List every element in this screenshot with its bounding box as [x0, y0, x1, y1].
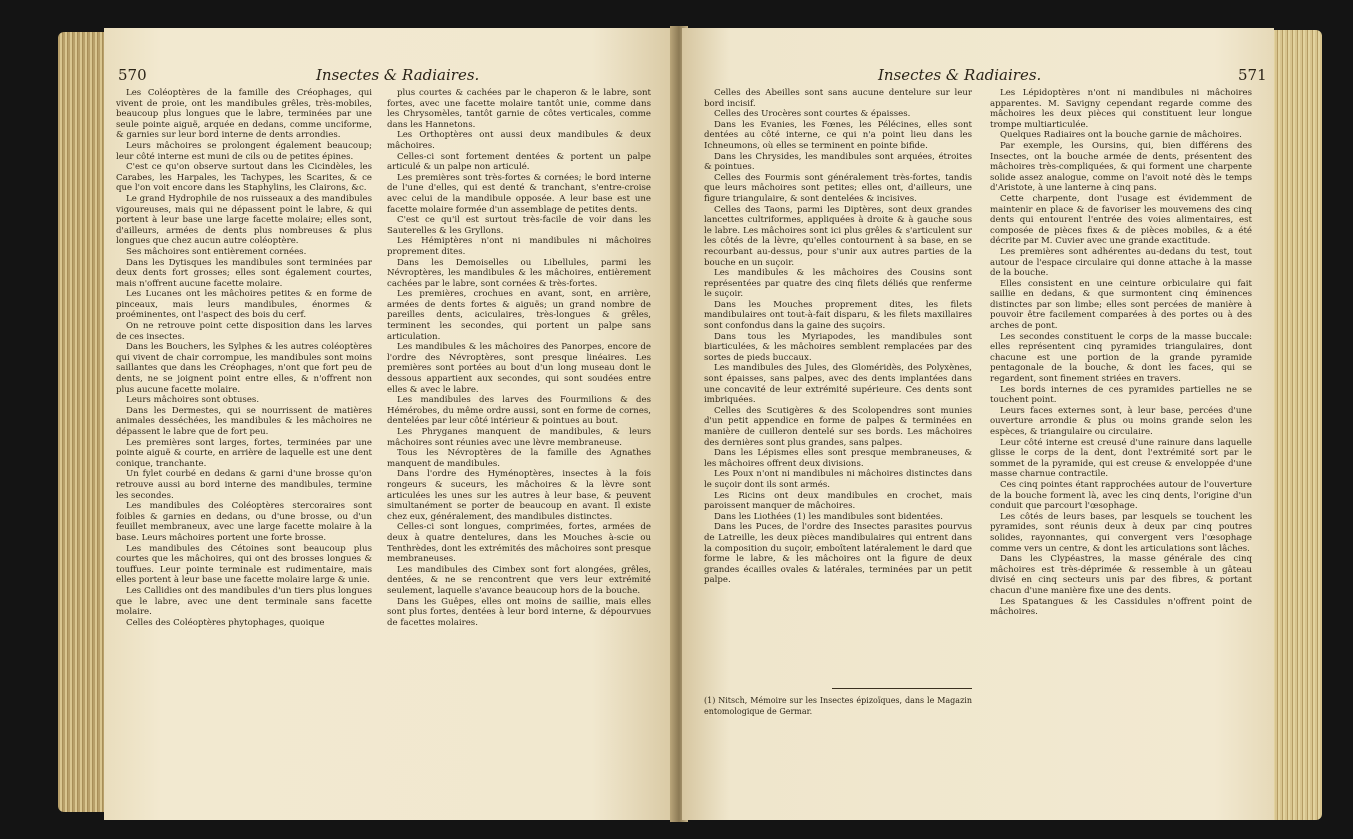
right-column-2	[990, 88, 1252, 618]
paragraph: Par exemple, les Oursins, qui, bien différens des Insectes, ont la bouche armée de dents, présentent des mâchoires très-compliquées, & qui forment une charpente solide assez analogue, comme on l'avoit noté dès le temps d'Aristote, à une lanterne à cinq pans.	[990, 140, 1252, 194]
paragraph: Dans tous les Myriapodes, les mandibules sont biarticulées, & les mâchoires semblent remplacées par des sortes de pieds buccaux.	[704, 331, 972, 363]
paragraph: C'est ce qu'on observe surtout dans les Cicindèles, les Carabes, les Harpales, les Tachypes, les Scarites, & ce que l'on voit encore dans les Staphylins, les Clairons, &c.	[116, 162, 372, 194]
book-edge-left	[58, 32, 108, 812]
left-column-2	[387, 88, 651, 628]
left-column-1	[116, 88, 372, 628]
paragraph: Celles des Abeilles sont sans aucune dentelure sur leur bord incisif.	[704, 88, 972, 109]
left-running-title: Insectes & Radiaires.	[316, 66, 480, 84]
paragraph: Les mandibules des larves des Fourmilions & des Hémérobes, du même ordre aussi, sont en forme de cornes, dentelées par leur côté intérieur & pointues au bout.	[387, 395, 651, 427]
paragraph: Celles des Taons, parmi les Diptères, sont deux grandes lancettes cultriformes, appliquées à droite & à gauche sous le labre. Les mâchoires sont ici plus grêles & s'articulent sur les côtés de la lèvre, qu'elles contournent à sa base, en se recourbant au-dessus, pour s'unir aux autres parties de la bouche en un suçoir.	[704, 204, 972, 268]
paragraph: C'est ce qu'il est surtout très-facile de voir dans les Sauterelles & les Gryllons.	[387, 215, 651, 236]
paragraph: Les mandibules & les mâchoires des Panorpes, encore de l'ordre des Névroptères, sont presque linéaires. Les premières sont portées au bout d'un long museau dont le dessous appartient aux secondes, qui sont soudées entre elles & avec le labre.	[387, 342, 651, 395]
paragraph: Ces cinq pointes étant rapprochées autour de l'ouverture de la bouche forment là, avec les cinq dents, l'origine d'un conduit que parcourt l'œsophage.	[990, 479, 1252, 512]
paragraph: Les Spatangues & les Cassidules n'offrent point de mâchoires.	[990, 596, 1252, 618]
paragraph: Celles-ci sont longues, comprimées, fortes, armées de deux à quatre dentelures, dans les Mouches à-scie ou Tenthrèdes, dont les extrémités des mâchoires sont presque membraneuses.	[387, 522, 651, 565]
paragraph: Leurs mâchoires sont obtuses.	[126, 395, 260, 406]
right-page-number: 571	[1238, 66, 1267, 84]
paragraph: plus courtes & cachées par le chaperon & le labre, sont fortes, avec une facette molaire tantôt unie, comme dans les Chrysomèles, tantôt garnie de côtes verticales, comme dans les Hannetons.	[387, 88, 651, 130]
right-column-1	[704, 88, 972, 586]
paragraph: Leurs mâchoires se prolongent également beaucoup; leur côté interne est muni de cils ou de petites épines.	[116, 140, 372, 162]
book-edge-right	[1270, 30, 1322, 820]
paragraph: Quelques Radiaires ont la bouche garnie de mâchoires.	[1000, 130, 1242, 141]
paragraph: Les Orthoptères ont aussi deux mandibules & deux mâchoires.	[387, 130, 651, 151]
paragraph: Cette charpente, dont l'usage est évidemment de maintenir en place & de favoriser les mouvemens des cinq dents qui entourent l'entrée des voies alimentaires, est composée de pièces fixes & de pièces mobiles, & a été décrite par M. Cuvier avec une grande exactitude.	[990, 193, 1252, 247]
paragraph: Le grand Hydrophile de nos ruisseaux a des mandibules vigoureuses, mais qui ne dépassent point le labre, & qui portent à leur base une large facette molaire; elles sont, d'ailleurs, armées de dents plus nombreuses & plus longues que chez aucun autre coléoptère.	[116, 193, 372, 247]
paragraph: Celles des Scutigères & des Scolopendres sont munies d'un petit appendice en forme de palpes & terminées en manière de cuilleron dentelé sur ses bords. Les mâchoires des dernières sont plus grandes, sans palpes.	[704, 405, 972, 448]
paragraph: Dans les Bouchers, les Sylphes & les autres coléoptères qui vivent de chair corrompue, les mandibules sont moins saillantes que dans les Créophages, n'ont que fort peu de dents, ne se joignent point entre elles, & n'offrent non plus aucune facette molaire.	[116, 342, 372, 395]
paragraph: Dans les Puces, de l'ordre des Insectes parasites pourvus de Latreille, les deux pièces mandibulaires qui entrent dans la composition du suçoir, emboîtent latéralement le dard que forme le labre, & les mâchoires ont la figure de deux grandes écailles ovales & latérales, terminées par un petit palpe.	[704, 522, 972, 586]
paragraph: Leur côté interne est creusé d'une rainure dans laquelle glisse le corps de la dent, dont l'extrémité sort par le sommet de la pyramide, qui est creuse & enveloppée d'une masse charnue contractile.	[990, 437, 1252, 480]
paragraph: Les mandibules & les mâchoires des Cousins sont représentées par quatre des cinq filets déliés que renferme le suçoir.	[704, 268, 972, 300]
footnote: (1) Nitsch, Mémoire sur les Insectes épizoïques, dans le Magazin entomologique de Germar.	[704, 696, 972, 716]
paragraph: Tous les Névroptères de la famille des Agnathes manquent de mandibules.	[387, 448, 651, 469]
paragraph: Un fylet courbé en dedans & garni d'une brosse qu'on retrouve aussi au bord interne des mandibules, termine les secondes.	[116, 469, 372, 501]
paragraph: Celles-ci sont fortement dentées & portent un palpe articulé & un palpe non articulé.	[387, 151, 651, 173]
paragraph: Les premières sont très-fortes & cornées; le bord interne de l'une d'elles, qui est denté & tranchant, s'entre-croise avec celui de la mandibule opposée. A leur base est une facette molaire formée d'un assemblage de petites dents.	[387, 172, 651, 215]
paragraph: Les bords internes de ces pyramides partielles ne se touchent point.	[990, 384, 1252, 406]
paragraph: Dans les Chrysides, les mandibules sont arquées, étroites & pointues.	[704, 151, 972, 173]
paragraph: Les côtés de leurs bases, par lesquels se touchent les pyramides, sont réunis deux à deux par cinq poutres solides, rayonnantes, qui convergent vers l'œsophage comme vers un centre, & dont les articulations sont lâches.	[990, 511, 1252, 554]
paragraph: Les mandibules des Jules, des Gloméridès, des Polyxènes, sont épaisses, sans palpes, avec des dents implantées dans une concavité de leur extrémité supérieure. Ces dents sont imbriquées.	[704, 363, 972, 406]
paragraph: Ses mâchoires sont entièrement cornées.	[126, 246, 307, 257]
right-running-title: Insectes & Radiaires.	[878, 66, 1042, 84]
paragraph: Les Ricins ont deux mandibules en crochet, mais paroissent manquer de mâchoires.	[704, 490, 972, 512]
paragraph: Les mandibules des Coléoptères stercoraires sont foibles & garnies en dedans, ou d'une brosse, ou d'un feuillet membraneux, avec une large facette molaire à la base. Leurs mâchoires portent une forte brosse.	[116, 501, 372, 543]
paragraph: Les Callidies ont des mandibules d'un tiers plus longues que le labre, avec une dent terminale sans facette molaire.	[116, 585, 372, 618]
paragraph: Leurs faces externes sont, à leur base, percées d'une ouverture arrondie & plus ou moins grande selon les espèces, & triangulaire ou circulaire.	[990, 405, 1252, 437]
paragraph: Celles des Fourmis sont généralement très-fortes, tandis que leurs mâchoires sont petites; elles ont, d'ailleurs, une figure triangulaire, & sont dentelées & incisives.	[704, 172, 972, 204]
paragraph: Dans les Lépismes elles sont presque membraneuses, & les mâchoires offrent deux divisions.	[704, 448, 972, 469]
paragraph: Les premières, crochues en avant, sont, en arrière, armées de dents fortes & aiguës; un grand nombre de pareilles dents, aciculaires, très-longues & grêles, terminent les secondes, qui portent un palpe sans articulation.	[387, 289, 651, 342]
paragraph: Les Lucanes ont les mâchoires petites & en forme de pinceaux, mais leurs mandibules, énormes & proéminentes, ont l'aspect des bois du cerf.	[116, 289, 372, 321]
paragraph: Dans l'ordre des Hyménoptères, insectes à la fois rongeurs & suceurs, les mâchoires & la lèvre sont articulées les unes sur les autres à leur base, & peuvent simultanément se porter de beaucoup en avant. Il existe chez eux, généralement, des mandibules distinctes.	[387, 469, 651, 522]
paragraph: Dans les Evanies, les Fœnes, les Pélécines, elles sont dentées au côté interne, ce qui n'a point lieu dans les Ichneumons, où elles se terminent en pointe bifide.	[704, 119, 972, 151]
paragraph: Les Poux n'ont ni mandibules ni mâchoires distinctes dans le suçoir dont ils sont armés.	[704, 469, 972, 490]
paragraph: Elles consistent en une ceinture orbiculaire qui fait saillie en dedans, & que surmontent cinq éminences distinctes par son limbe; elles sont percées de manière à pouvoir être facilement comparées à des portes ou à des arches de pont.	[990, 278, 1252, 332]
paragraph: Dans les Dytisques les mandibules sont terminées par deux dents fort grosses; elles sont également courtes, mais n'offrent aucune facette molaire.	[116, 257, 372, 289]
footnote-rule	[832, 688, 972, 689]
paragraph: Les mandibules des Cétoines sont beaucoup plus courtes que les mâchoires, qui ont des brosses longues & touffues. Leur pointe terminale est rudimentaire, mais elles portent à leur base une facette molaire large & unie.	[116, 543, 372, 586]
paragraph: On ne retrouve point cette disposition dans les larves de ces insectes.	[116, 321, 372, 342]
paragraph: Dans les Guêpes, elles ont moins de saillie, mais elles sont plus fortes, dentées à leur bord interne, & dépourvues de facettes molaires.	[387, 596, 651, 628]
paragraph: Les premières sont adhérentes au-dedans du test, tout autour de l'espace circulaire qui donne attache à la masse de la bouche.	[990, 246, 1252, 279]
paragraph: Les Coléoptères de la famille des Créophages, qui vivent de proie, ont les mandibules grêles, très-mobiles, beaucoup plus longues que le labre, terminées par une seule pointe aiguë, arquée en dedans, comme unciforme, & garnies sur leur bord interne de dents arrondies.	[116, 88, 372, 141]
left-page-number: 570	[118, 66, 147, 84]
paragraph: Les premières sont larges, fortes, terminées par une pointe aiguë & courte, en arrière de laquelle est une dent conique, tranchante.	[116, 437, 372, 469]
paragraph: Les Phryganes manquent de mandibules, & leurs mâchoires sont réunies avec une lèvre membraneuse.	[387, 427, 651, 448]
paragraph: Dans les Demoiselles ou Libellules, parmi les Névroptères, les mandibules & les mâchoires, entièrement cachées par le labre, sont cornées & très-fortes.	[387, 257, 651, 289]
paragraph: Dans les Liothées (1) les mandibules sont bidentées.	[714, 511, 943, 522]
paragraph: Les secondes constituent le corps de la masse buccale: elles représentent cinq pyramides triangulaires, dont chacune est une portion de la grande pyramide pentagonale de la bouche, & dont les faces, qui se regardent, sont finement striées en travers.	[990, 331, 1252, 385]
left-page	[104, 28, 678, 820]
paragraph: Celles des Urocères sont courtes & épaisses.	[714, 109, 911, 120]
paragraph: Dans les Clypéastres, la masse générale des cinq mâchoires est très-déprimée & ressemble à un gâteau divisé en cinq secteurs unis par des fibres, & portant chacun d'une manière fixe une des dents.	[990, 554, 1252, 596]
paragraph: Dans les Mouches proprement dites, les filets mandibulaires ont tout-à-fait disparu, & les filets maxillaires sont confondus dans la gaine des suçoirs.	[704, 299, 972, 332]
paragraph: Les Lépidoptères n'ont ni mandibules ni mâchoires apparentes. M. Savigny cependant regarde comme des mâchoires les deux pièces qui constituent leur longue trompe multiarticulée.	[990, 88, 1252, 130]
paragraph: Celles des Coléoptères phytophages, quoique	[126, 617, 325, 628]
paragraph: Les Hémiptères n'ont ni mandibules ni mâchoires proprement dites.	[387, 236, 651, 257]
paragraph: Dans les Dermestes, qui se nourrissent de matières animales desséchées, les mandibules & les mâchoires ne dépassent le labre que de fort peu.	[116, 405, 372, 437]
right-page	[682, 28, 1274, 820]
paragraph: Les mandibules des Cimbex sont fort alongées, grêles, dentées, & ne se rencontrent que vers leur extrémité seulement, laquelle s'avance beaucoup hors de la bouche.	[387, 564, 651, 596]
